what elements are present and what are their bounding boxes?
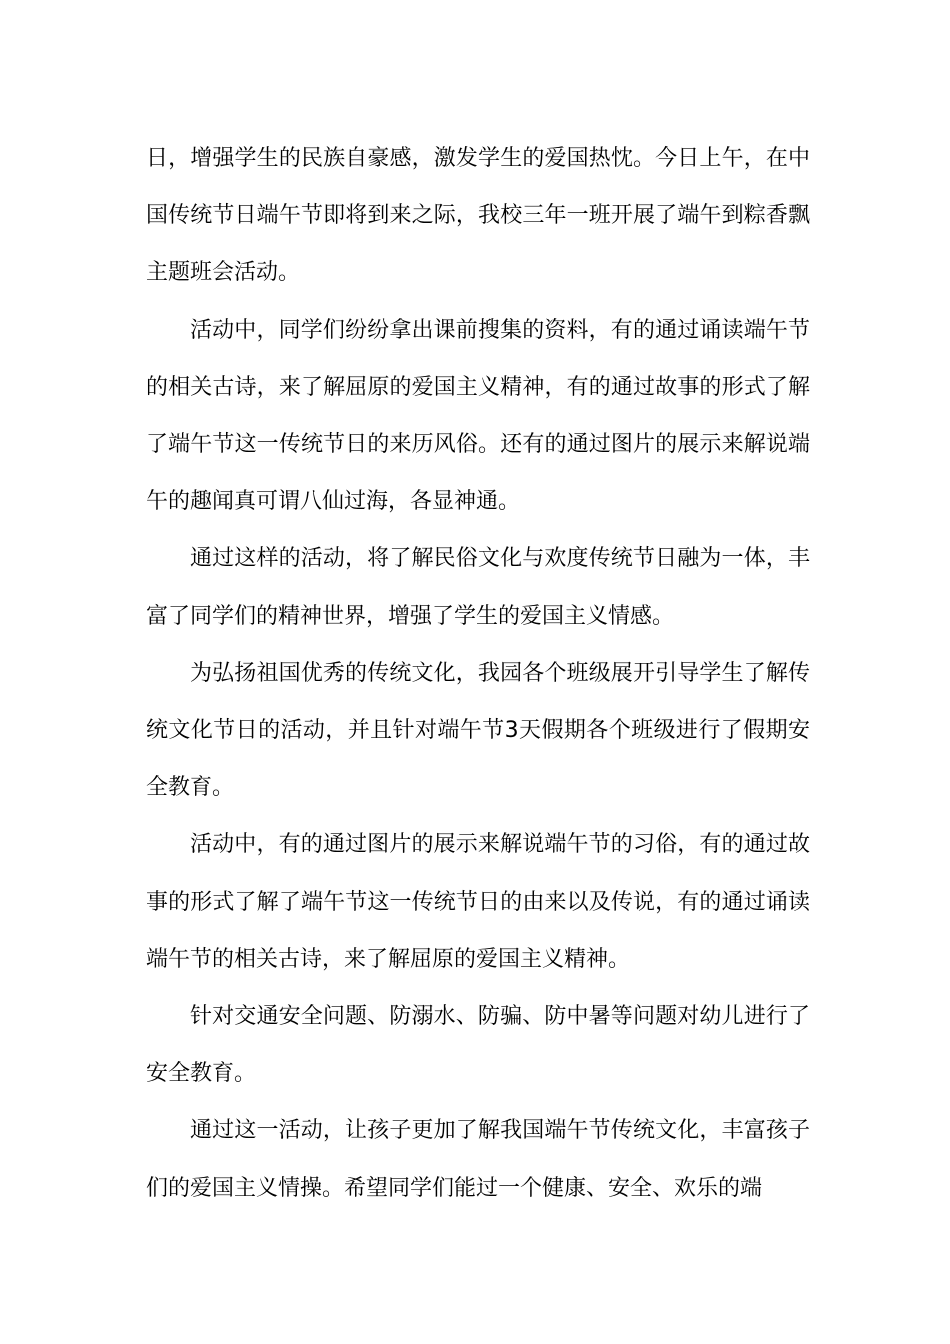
paragraph-7: 通过这一活动，让孩子更加了解我国端午节传统文化，丰富孩子们的爱国主义情操。希望同学们能过一个健康、安全、欢乐的端: [146, 1118, 810, 1201]
document-body: [146, 130, 810, 1217]
paragraph-6: 针对交通安全问题、防溺水、防骗、防中暑等问题对幼儿进行了安全教育。: [146, 1004, 810, 1087]
paragraph-1: 日，增强学生的民族自豪感，激发学生的爱国热忱。今日上午，在中国传统节日端午节即将到来之际，我校三年一班开展了端午到粽香飘主题班会活动。: [146, 146, 810, 286]
paragraph-4: 为弘扬祖国优秀的传统文化，我园各个班级展开引导学生了解传统文化节日的活动，并且针对端午节3天假期各个班级进行了假期安全教育。: [146, 660, 810, 801]
paragraph-2: 活动中，同学们纷纷拿出课前搜集的资料，有的通过诵读端午节的相关古诗，来了解屈原的爱国主义精神，有的通过故事的形式了解了端午节这一传统节日的来历风俗。还有的通过图片的展示来解说端午的趣闻真可谓八仙过海，各显神通。: [146, 317, 810, 515]
paragraph-5: 活动中，有的通过图片的展示来解说端午节的习俗，有的通过故事的形式了解了端午节这一传统节日的由来以及传说，有的通过诵读端午节的相关古诗，来了解屈原的爱国主义精神。: [146, 832, 810, 972]
paragraph-3: 通过这样的活动，将了解民俗文化与欢度传统节日融为一体，丰富了同学们的精神世界，增强了学生的爱国主义情感。: [146, 546, 810, 629]
